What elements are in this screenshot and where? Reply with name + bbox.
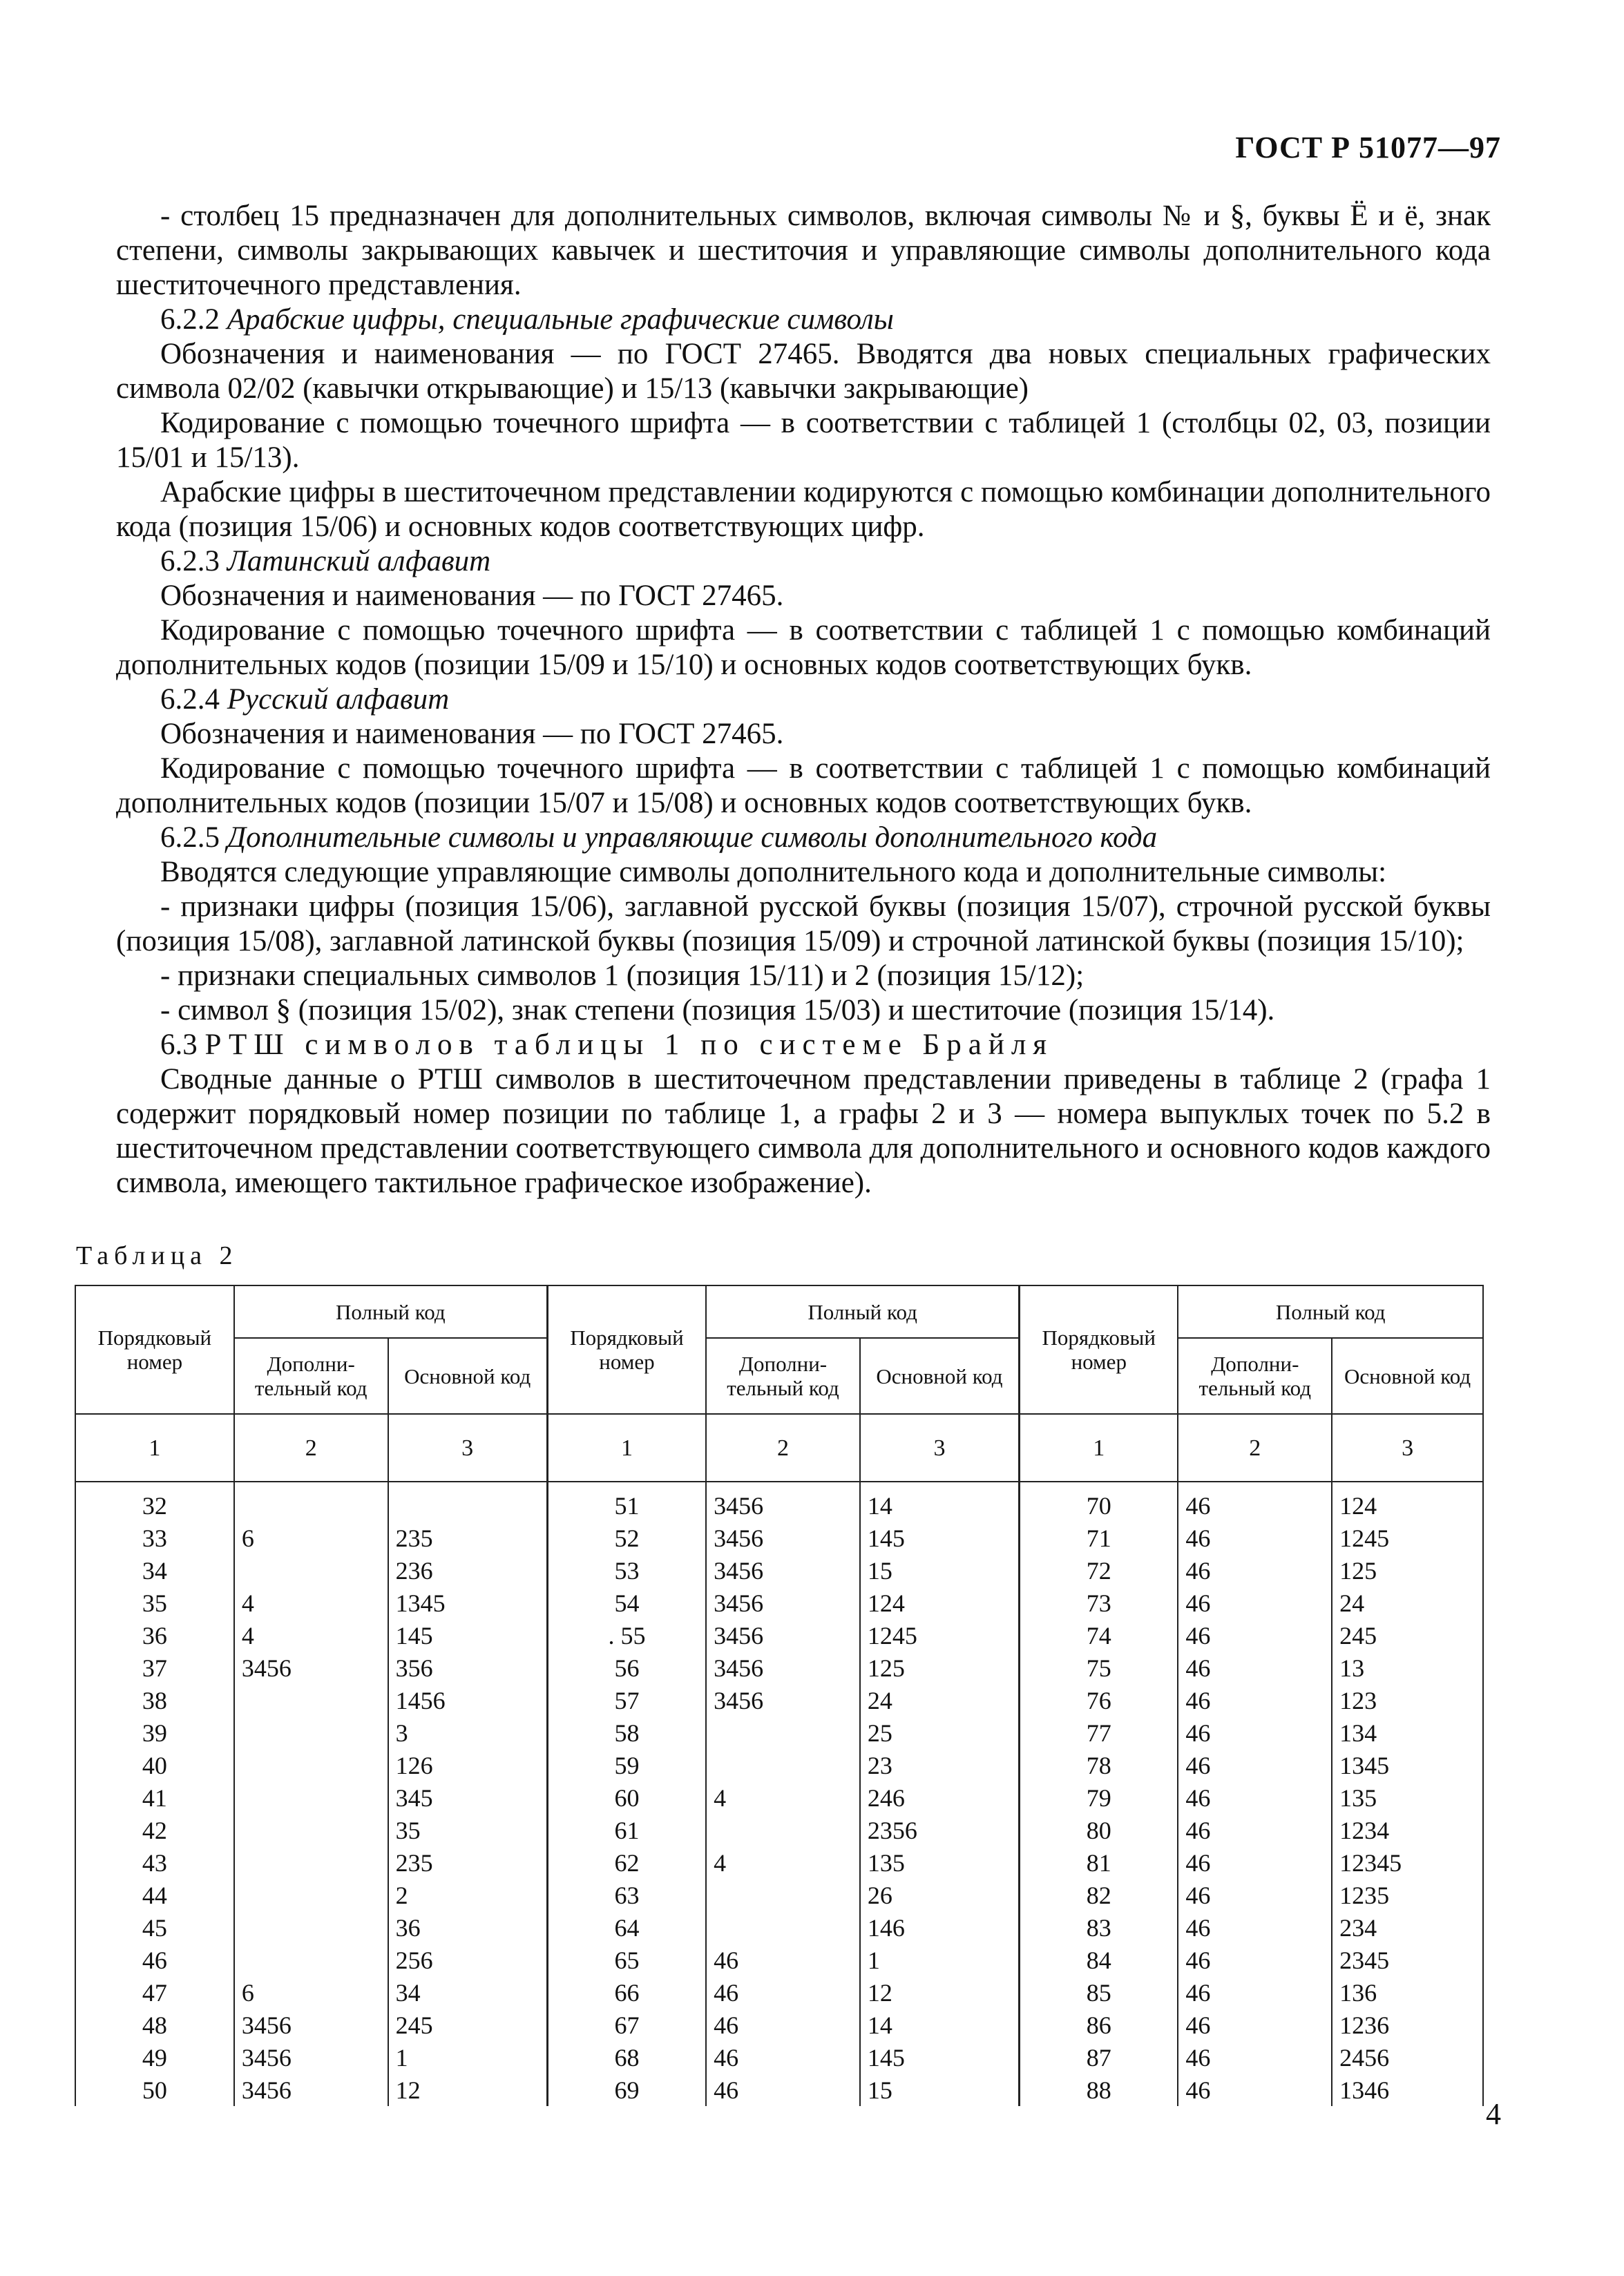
order-number-cell: 60 [547,1781,706,1814]
paragraph: Обозначения и наименования — по ГОСТ 27465. [160,718,784,750]
main-code-cell: 2356 [860,1814,1020,1846]
main-code-cell: 1 [388,2041,548,2074]
main-code-cell: 1245 [860,1619,1020,1652]
order-number-cell: 33 [75,1522,234,1554]
order-number-cell: 57 [547,1684,706,1716]
order-number-cell: 52 [547,1522,706,1554]
main-code-cell: 236 [388,1554,548,1587]
order-number-cell: 36 [75,1619,234,1652]
order-number-cell: 75 [1020,1652,1178,1684]
order-number-cell: 86 [1020,2009,1178,2041]
extra-code-cell: 46 [1178,2009,1332,2041]
order-number-cell: 41 [75,1781,234,1814]
main-code-cell: 2345 [1332,1944,1483,1976]
paragraph: Кодирование с помощью точечного шрифта — в соответствии с таблицей 1 с помощью комбинаций дополнительных кодов (позиции 15/09 и 15/10) и основных кодов соответствующих букв. [116,614,1491,681]
extra-code-cell [706,1814,860,1846]
table-body [75,1482,1483,2106]
table-caption: Таблица 2 [76,1241,238,1270]
main-code-cell: 24 [860,1684,1020,1716]
main-code-cell: 15 [860,1554,1020,1587]
extra-code-cell: 3456 [234,1652,388,1684]
table-row [75,1482,1483,1522]
main-code-cell: 134 [1332,1716,1483,1749]
order-number-cell: 53 [547,1554,706,1587]
order-number-cell: 46 [75,1944,234,1976]
order-number-cell: 81 [1020,1846,1178,1879]
order-number-cell: 69 [547,2074,706,2106]
extra-code-cell: 46 [1178,2074,1332,2106]
order-number-cell: 80 [1020,1814,1178,1846]
header-full-code: Полный код [706,1285,1019,1338]
column-number: 3 [388,1414,548,1482]
section-title: РТШ символов таблицы 1 по системе Брайля [204,1029,1054,1061]
table-row [75,1522,1483,1554]
order-number-cell: 88 [1020,2074,1178,2106]
extra-code-cell: 46 [1178,1814,1332,1846]
extra-code-cell: 3456 [706,1684,860,1716]
main-code-cell: 24 [1332,1587,1483,1619]
extra-code-cell: 46 [706,1944,860,1976]
table-row [75,1781,1483,1814]
section-number: 6.3 [160,1029,198,1061]
order-number-cell: 71 [1020,1522,1178,1554]
extra-code-cell [234,1554,388,1587]
page-number: 4 [1486,2097,1501,2131]
extra-code-cell: 46 [1178,1716,1332,1749]
main-code-cell: 14 [860,2009,1020,2041]
order-number-cell: 59 [547,1749,706,1781]
document-header-code: ГОСТ Р 51077—97 [1235,131,1501,164]
main-code-cell: 1 [860,1944,1020,1976]
main-code-cell: 145 [388,1619,548,1652]
paragraph-column-15: - столбец 15 предназначен для дополнительных символов, включая символы № и §, буквы Ё и ё, знак степени, символы закрывающих кавычек и шеститочия и управляющие символы дополнительного кода шеститочечного представления. [116,200,1491,301]
extra-code-cell: 3456 [706,1619,860,1652]
section-6-2-5-heading [116,821,1491,855]
table-row [75,1944,1483,1976]
order-number-cell: 32 [75,1482,234,1522]
extra-code-cell [234,1749,388,1781]
main-code-cell: 145 [860,1522,1020,1554]
paragraph: Обозначения и наименования — по ГОСТ 27465. Вводятся два новых специальных графических символа 02/02 (кавычки открывающие) и 15/13 (кавычки закрывающие) [116,338,1491,405]
header-full-code: Полный код [234,1285,547,1338]
main-code-cell: 245 [1332,1619,1483,1652]
main-code-cell: 1236 [1332,2009,1483,2041]
order-number-cell: 63 [547,1879,706,1911]
order-number-cell: 40 [75,1749,234,1781]
table-row [75,1652,1483,1684]
order-number-cell: 51 [547,1482,706,1522]
order-number-cell: 76 [1020,1684,1178,1716]
extra-code-cell: 46 [706,1976,860,2009]
extra-code-cell [234,1944,388,1976]
section-title: Дополнительные символы и управляющие символы дополнительного кода [227,821,1158,854]
extra-code-cell: 3456 [234,2041,388,2074]
extra-code-cell: 46 [1178,1587,1332,1619]
column-number: 1 [1020,1414,1178,1482]
table-row [75,1587,1483,1619]
main-code-cell: 3 [388,1716,548,1749]
order-number-cell: 49 [75,2041,234,2074]
main-code-cell: 146 [860,1911,1020,1944]
extra-code-cell: 46 [1178,1482,1332,1522]
table-row [75,1846,1483,1879]
order-number-cell: 79 [1020,1781,1178,1814]
extra-code-cell: 46 [1178,1781,1332,1814]
order-number-cell: 74 [1020,1619,1178,1652]
header-extra-code: Дополни-тельный код [234,1338,388,1414]
main-code-cell: 12 [388,2074,548,2106]
paragraph: Кодирование с помощью точечного шрифта — в соответствии с таблицей 1 (столбцы 02, 03, позиции 15/01 и 15/13). [116,407,1491,474]
column-number: 2 [706,1414,860,1482]
table-row [75,1814,1483,1846]
extra-code-cell: 4 [234,1587,388,1619]
main-code-cell: 1345 [388,1587,548,1619]
order-number-cell: 73 [1020,1587,1178,1619]
section-number: 6.2.2 [160,303,220,336]
table-row [75,1911,1483,1944]
order-number-cell: 44 [75,1879,234,1911]
order-number-cell: 64 [547,1911,706,1944]
column-number: 3 [860,1414,1020,1482]
table-row [75,1976,1483,2009]
main-code-cell: 23 [860,1749,1020,1781]
extra-code-cell [234,1911,388,1944]
header-extra-code: Дополни-тельный код [706,1338,860,1414]
order-number-cell: 34 [75,1554,234,1587]
order-number-cell: 70 [1020,1482,1178,1522]
extra-code-cell [234,1482,388,1522]
table-row [75,2009,1483,2041]
order-number-cell: 38 [75,1684,234,1716]
order-number-cell: 35 [75,1587,234,1619]
paragraph: Обозначения и наименования — по ГОСТ 27465. [160,580,784,612]
table-row [75,1716,1483,1749]
extra-code-cell: 4 [706,1846,860,1879]
section-6-2-2-heading [116,303,1491,337]
extra-code-cell: 3456 [706,1652,860,1684]
table-row [75,1749,1483,1781]
order-number-cell: 77 [1020,1716,1178,1749]
section-title: Арабские цифры, специальные графические символы [227,303,894,336]
extra-code-cell: 46 [1178,1976,1332,2009]
extra-code-cell [234,1846,388,1879]
main-code-cell: 1235 [1332,1879,1483,1911]
main-code-cell: 26 [860,1879,1020,1911]
main-code-cell: 235 [388,1846,548,1879]
extra-code-cell: 3456 [706,1587,860,1619]
extra-code-cell: 46 [1178,1684,1332,1716]
extra-code-cell [706,1911,860,1944]
list-item: - признаки цифры (позиция 15/06), заглавной русской буквы (позиция 15/07), строчной русской буквы (позиция 15/08), заглавной латинской буквы (позиция 15/09) и строчной латинской буквы (позиция 15/10); [116,890,1491,957]
main-code-cell: 125 [860,1652,1020,1684]
extra-code-cell: 3456 [234,2009,388,2041]
extra-code-cell [234,1814,388,1846]
header-order-number: Порядковый номер [547,1285,706,1414]
section-number: 6.2.5 [160,821,220,854]
main-code-cell: 2456 [1332,2041,1483,2074]
order-number-cell: 83 [1020,1911,1178,1944]
main-code-cell: 34 [388,1976,548,2009]
section-number: 6.2.4 [160,683,220,716]
main-code-cell [388,1482,548,1522]
section-title: Латинский алфавит [227,545,491,577]
extra-code-cell [706,1879,860,1911]
main-code-cell: 235 [388,1522,548,1554]
list-item: - признаки специальных символов 1 (позиция 15/11) и 2 (позиция 15/12); [160,959,1085,992]
extra-code-cell: 6 [234,1976,388,2009]
order-number-cell: 47 [75,1976,234,2009]
header-order-number: Порядковый номер [1020,1285,1178,1414]
table-row [75,2041,1483,2074]
main-code-cell: 12 [860,1976,1020,2009]
order-number-cell: 82 [1020,1879,1178,1911]
order-number-cell: . 55 [547,1619,706,1652]
extra-code-cell: 46 [1178,1749,1332,1781]
main-code-cell: 1456 [388,1684,548,1716]
list-item: - символ § (позиция 15/02), знак степени (позиция 15/03) и шеститочие (позиция 15/14). [160,994,1275,1026]
order-number-cell: 65 [547,1944,706,1976]
main-code-cell: 1245 [1332,1522,1483,1554]
order-number-cell: 67 [547,2009,706,2041]
section-6-2-3-heading [116,544,1491,579]
extra-code-cell [234,1781,388,1814]
main-code-cell: 13 [1332,1652,1483,1684]
order-number-cell: 37 [75,1652,234,1684]
main-code-cell: 234 [1332,1911,1483,1944]
order-number-cell: 62 [547,1846,706,1879]
table-row [75,2074,1483,2106]
column-number: 2 [1178,1414,1332,1482]
header-main-code: Основной код [860,1338,1020,1414]
main-code-cell: 1234 [1332,1814,1483,1846]
header-extra-code: Дополни-тельный код [1178,1338,1332,1414]
header-main-code: Основной код [388,1338,548,1414]
main-code-cell: 35 [388,1814,548,1846]
column-number: 1 [547,1414,706,1482]
section-6-3-heading [116,1028,1491,1062]
extra-code-cell: 46 [1178,1879,1332,1911]
extra-code-cell: 3456 [706,1554,860,1587]
header-order-number: Порядковый номер [75,1285,234,1414]
column-number: 1 [75,1414,234,1482]
main-code-cell: 345 [388,1781,548,1814]
order-number-cell: 85 [1020,1976,1178,2009]
extra-code-cell: 4 [234,1619,388,1652]
main-code-cell: 15 [860,2074,1020,2106]
extra-code-cell [706,1716,860,1749]
order-number-cell: 66 [547,1976,706,2009]
extra-code-cell: 46 [1178,2041,1332,2074]
main-code-cell: 246 [860,1781,1020,1814]
main-code-cell: 245 [388,2009,548,2041]
header-full-code: Полный код [1178,1285,1483,1338]
column-number: 2 [234,1414,388,1482]
extra-code-cell: 6 [234,1522,388,1554]
extra-code-cell: 46 [1178,1846,1332,1879]
main-code-cell: 135 [860,1846,1020,1879]
extra-code-cell: 3456 [234,2074,388,2106]
paragraph: Сводные данные о РТШ символов в шеститочечном представлении приведены в таблице 2 (графа 1 содержит порядковый номер позиции по таблице 1, а графы 2 и 3 — номера выпуклых точек по 5.2 в шеститочечном представлении соответствующего символа для дополнительного и основного кодов каждого символа, имеющего тактильное графическое изображение). [116,1063,1491,1199]
paragraph: Кодирование с помощью точечного шрифта — в соответствии с таблицей 1 с помощью комбинаций дополнительных кодов (позиции 15/07 и 15/08) и основных кодов соответствующих букв. [116,752,1491,819]
extra-code-cell [706,1749,860,1781]
table-row [75,1619,1483,1652]
section-6-2-4-heading [116,682,1491,717]
section-title: Русский алфавит [227,683,450,716]
order-number-cell: 45 [75,1911,234,1944]
main-code-cell: 124 [1332,1482,1483,1522]
extra-code-cell: 46 [1178,1554,1332,1587]
order-number-cell: 68 [547,2041,706,2074]
paragraph: Арабские цифры в шеститочечном представлении кодируются с помощью комбинации дополнительного кода (позиция 15/06) и основных кодов соответствующих цифр. [116,476,1491,543]
section-number: 6.2.3 [160,545,220,577]
main-code-cell: 2 [388,1879,548,1911]
order-number-cell: 61 [547,1814,706,1846]
order-number-cell: 39 [75,1716,234,1749]
main-code-cell: 126 [388,1749,548,1781]
extra-code-cell: 46 [706,2074,860,2106]
main-code-cell: 124 [860,1587,1020,1619]
main-code-cell: 1346 [1332,2074,1483,2106]
extra-code-cell: 46 [1178,1619,1332,1652]
main-code-cell: 135 [1332,1781,1483,1814]
main-code-cell: 25 [860,1716,1020,1749]
table-row [75,1554,1483,1587]
extra-code-cell [234,1716,388,1749]
order-number-cell: 58 [547,1716,706,1749]
order-number-cell: 54 [547,1587,706,1619]
extra-code-cell [234,1684,388,1716]
main-code-cell: 14 [860,1482,1020,1522]
extra-code-cell: 46 [706,2009,860,2041]
main-code-cell: 36 [388,1911,548,1944]
table-row [75,1879,1483,1911]
table-2 [75,1285,1484,2106]
main-code-cell: 356 [388,1652,548,1684]
main-code-cell: 256 [388,1944,548,1976]
extra-code-cell: 46 [706,2041,860,2074]
extra-code-cell: 46 [1178,1652,1332,1684]
main-code-cell: 123 [1332,1684,1483,1716]
table-row [75,1684,1483,1716]
header-main-code: Основной код [1332,1338,1483,1414]
main-code-cell: 136 [1332,1976,1483,2009]
extra-code-cell: 46 [1178,1522,1332,1554]
order-number-cell: 87 [1020,2041,1178,2074]
extra-code-cell: 3456 [706,1522,860,1554]
document-body [116,199,1491,1201]
order-number-cell: 78 [1020,1749,1178,1781]
order-number-cell: 48 [75,2009,234,2041]
main-code-cell: 12345 [1332,1846,1483,1879]
main-code-cell: 145 [860,2041,1020,2074]
order-number-cell: 43 [75,1846,234,1879]
order-number-cell: 42 [75,1814,234,1846]
extra-code-cell: 4 [706,1781,860,1814]
extra-code-cell: 46 [1178,1944,1332,1976]
main-code-cell: 1345 [1332,1749,1483,1781]
extra-code-cell: 3456 [706,1482,860,1522]
order-number-cell: 50 [75,2074,234,2106]
order-number-cell: 56 [547,1652,706,1684]
paragraph: Вводятся следующие управляющие символы дополнительного кода и дополнительные символы: [160,856,1387,888]
order-number-cell: 84 [1020,1944,1178,1976]
extra-code-cell: 46 [1178,1911,1332,1944]
column-number: 3 [1332,1414,1483,1482]
main-code-cell: 125 [1332,1554,1483,1587]
order-number-cell: 72 [1020,1554,1178,1587]
extra-code-cell [234,1879,388,1911]
